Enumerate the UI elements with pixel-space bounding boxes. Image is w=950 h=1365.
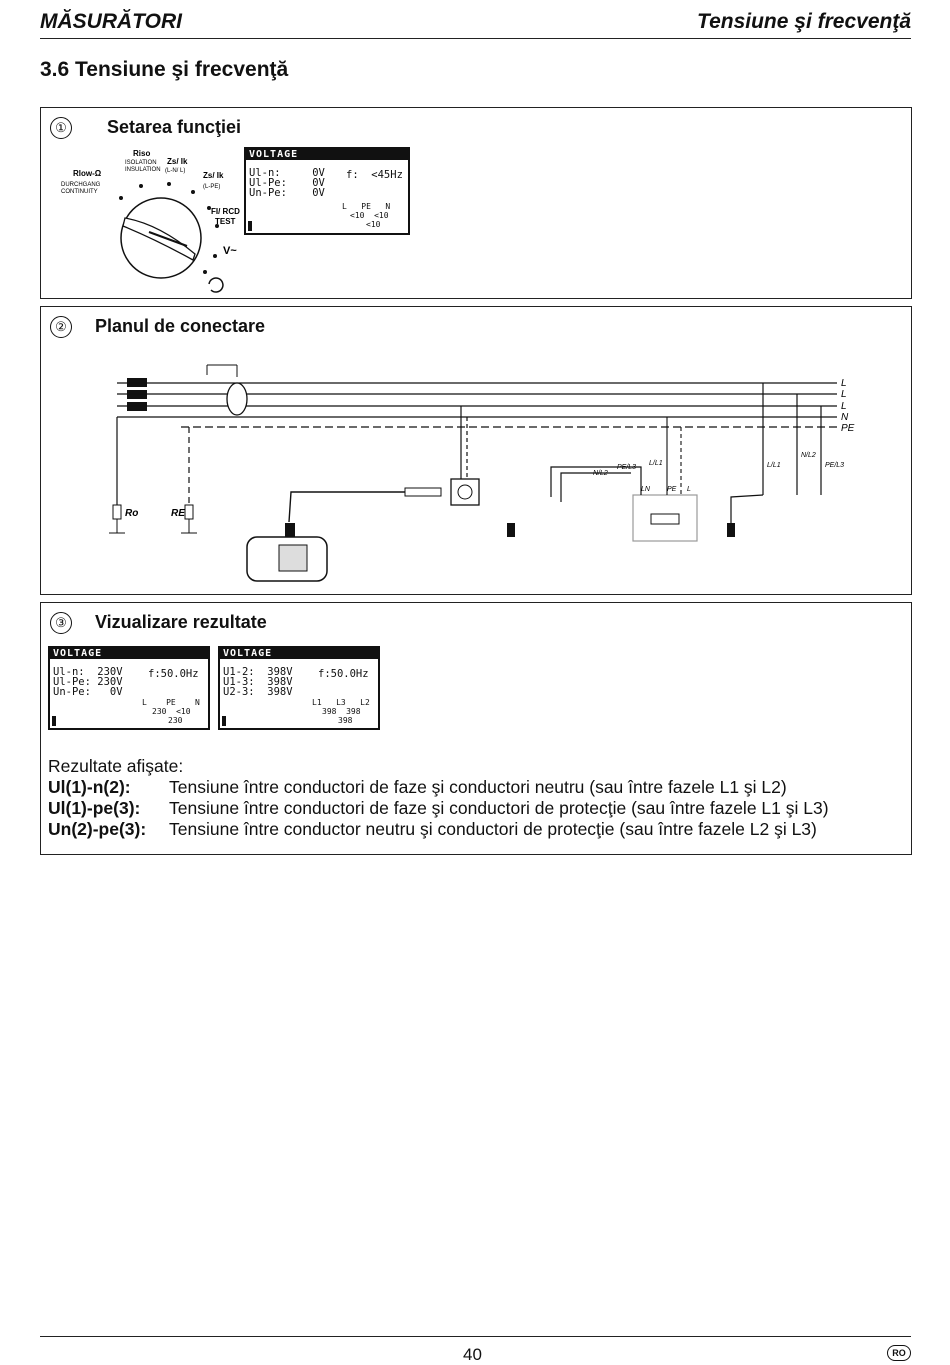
function-setting-box: [40, 107, 912, 299]
auto-sequence-icon: [209, 278, 223, 292]
label-test: TEST: [215, 217, 236, 226]
label-line-pe: PE: [841, 423, 855, 434]
result-key-3: Un(2)-pe(3):: [48, 819, 147, 839]
language-badge: RO: [887, 1345, 911, 1361]
result-lcd-three-phase: [218, 646, 380, 730]
result-text-1: Tensiune între conductori de faze şi conductori neutru (sau între fazele L1 şi L2): [169, 777, 787, 797]
label-durchgang: DURCHGANG: [61, 182, 101, 188]
label-probe-n-l2: N/L2: [801, 452, 816, 459]
lcd-line-1: Ul-n: 0V: [249, 167, 325, 179]
step-number-2: ②: [50, 316, 72, 338]
label-line-l3: L: [841, 401, 847, 412]
footer-divider: [40, 1336, 911, 1337]
section-title: 3.6 Tensiune şi frecvenţă: [40, 58, 289, 81]
lcd2-conductor-bottom: 398: [338, 716, 353, 725]
label-probe-l1: L/L1: [767, 462, 781, 469]
lcd-conductor-bottom: <10: [366, 220, 381, 229]
lcd-cursor-bar: [248, 221, 252, 231]
step-number-1: ①: [50, 117, 72, 139]
setup-lcd-display: [244, 147, 410, 235]
connection-plan-box: [40, 306, 912, 595]
lcd2-line-2: U1-3: 398V: [223, 676, 293, 688]
page-header: [40, 8, 911, 39]
result-text-2: Tensiune între conductori de faze şi conductori de protecţie (sau între fazele L1 şi L3): [169, 798, 829, 818]
results-heading: Rezultate afişate:: [48, 756, 184, 776]
label-l-l1: L/L1: [649, 460, 663, 467]
connection-diagram: [41, 347, 891, 587]
rotary-dial-illustration: [59, 146, 249, 296]
label-line-l2: L: [841, 389, 847, 400]
lcd-line-2: Ul-Pe: 0V: [249, 177, 325, 189]
lcd1-frequency: f:50.0Hz: [148, 668, 199, 680]
label-line-n: N: [841, 412, 849, 423]
result-lcd-single-phase: [48, 646, 210, 730]
lcd1-title: VOLTAGE: [50, 648, 208, 659]
lcd1-line-1: Ul-n: 230V: [53, 666, 123, 678]
lcd-frequency: f: <45Hz: [346, 169, 403, 181]
label-continuity: CONTINUITY: [61, 189, 98, 195]
lcd1-cursor-bar: [52, 716, 56, 726]
label-zs-ik-right-sub: (L-PE): [203, 184, 221, 190]
result-row-3: [48, 819, 829, 840]
label-pe-box: PE: [667, 486, 677, 493]
label-zs-ik-top-sub: (L-N/ L): [165, 168, 186, 174]
lcd2-title: VOLTAGE: [220, 648, 378, 659]
lcd-conductor-labels: L PE N: [342, 202, 391, 211]
result-key-1: Ul(1)-n(2):: [48, 777, 131, 797]
label-ro: Ro: [125, 508, 139, 519]
label-rlow: Rlow-Ω: [73, 169, 102, 178]
label-insulation: INSULATION: [125, 167, 161, 173]
lcd2-conductor-values: 398 398: [322, 707, 361, 716]
lcd-title: VOLTAGE: [246, 149, 408, 160]
lcd1-conductor-values: 230 <10: [152, 707, 191, 716]
result-row-1: [48, 777, 829, 798]
label-voltage: V~: [223, 245, 237, 257]
label-zs-ik-top: Zs/ Ik: [167, 157, 188, 166]
page-number: 40: [463, 1345, 482, 1364]
result-row-2: [48, 798, 829, 819]
label-line-l1: L: [841, 378, 847, 389]
label-l-box: L: [687, 486, 691, 493]
results-box: [40, 602, 912, 855]
label-fi-rcd: FI/ RCD: [211, 207, 240, 216]
label-re: RE: [171, 508, 185, 519]
lcd2-line-3: U2-3: 398V: [223, 686, 293, 698]
results-text: [48, 756, 829, 840]
label-n-l2: N/L2: [593, 470, 608, 477]
label-pe-l3: PE/L3: [617, 464, 637, 471]
lcd2-conductor-labels: L1 L3 L2: [312, 698, 370, 707]
header-topic: Tensiune şi frecvenţă: [697, 10, 911, 33]
function-setting-title: Setarea funcţiei: [107, 117, 242, 137]
results-title: Vizualizare rezultate: [95, 612, 267, 632]
lcd-line-3: Un-Pe: 0V: [249, 187, 325, 199]
lcd1-conductor-bottom: 230: [168, 716, 183, 725]
result-text-3: Tensiune între conductor neutru şi conductori de protecţie (sau între fazele L2 şi L3): [169, 819, 817, 839]
connection-plan-title: Planul de conectare: [95, 316, 266, 336]
result-key-2: Ul(1)-pe(3):: [48, 798, 141, 818]
label-riso: Riso: [133, 149, 151, 158]
lcd-conductor-values: <10 <10: [350, 211, 389, 220]
step-number-3: ③: [50, 612, 72, 634]
lcd2-cursor-bar: [222, 716, 226, 726]
label-probe-pe-l3: PE/L3: [825, 462, 845, 469]
header-chapter: MĂSURĂTORI: [40, 10, 182, 33]
lcd1-line-3: Un-Pe: 0V: [53, 686, 123, 698]
lcd2-line-1: U1-2: 398V: [223, 666, 293, 678]
lcd2-frequency: f:50.0Hz: [318, 668, 369, 680]
lcd1-line-2: Ul-Pe: 230V: [53, 676, 123, 688]
lcd1-conductor-labels: L PE N: [142, 698, 200, 707]
label-zs-ik-right: Zs/ Ik: [203, 171, 224, 180]
label-isolation: ISOLATION: [125, 160, 157, 166]
label-ln: LN: [641, 486, 650, 493]
